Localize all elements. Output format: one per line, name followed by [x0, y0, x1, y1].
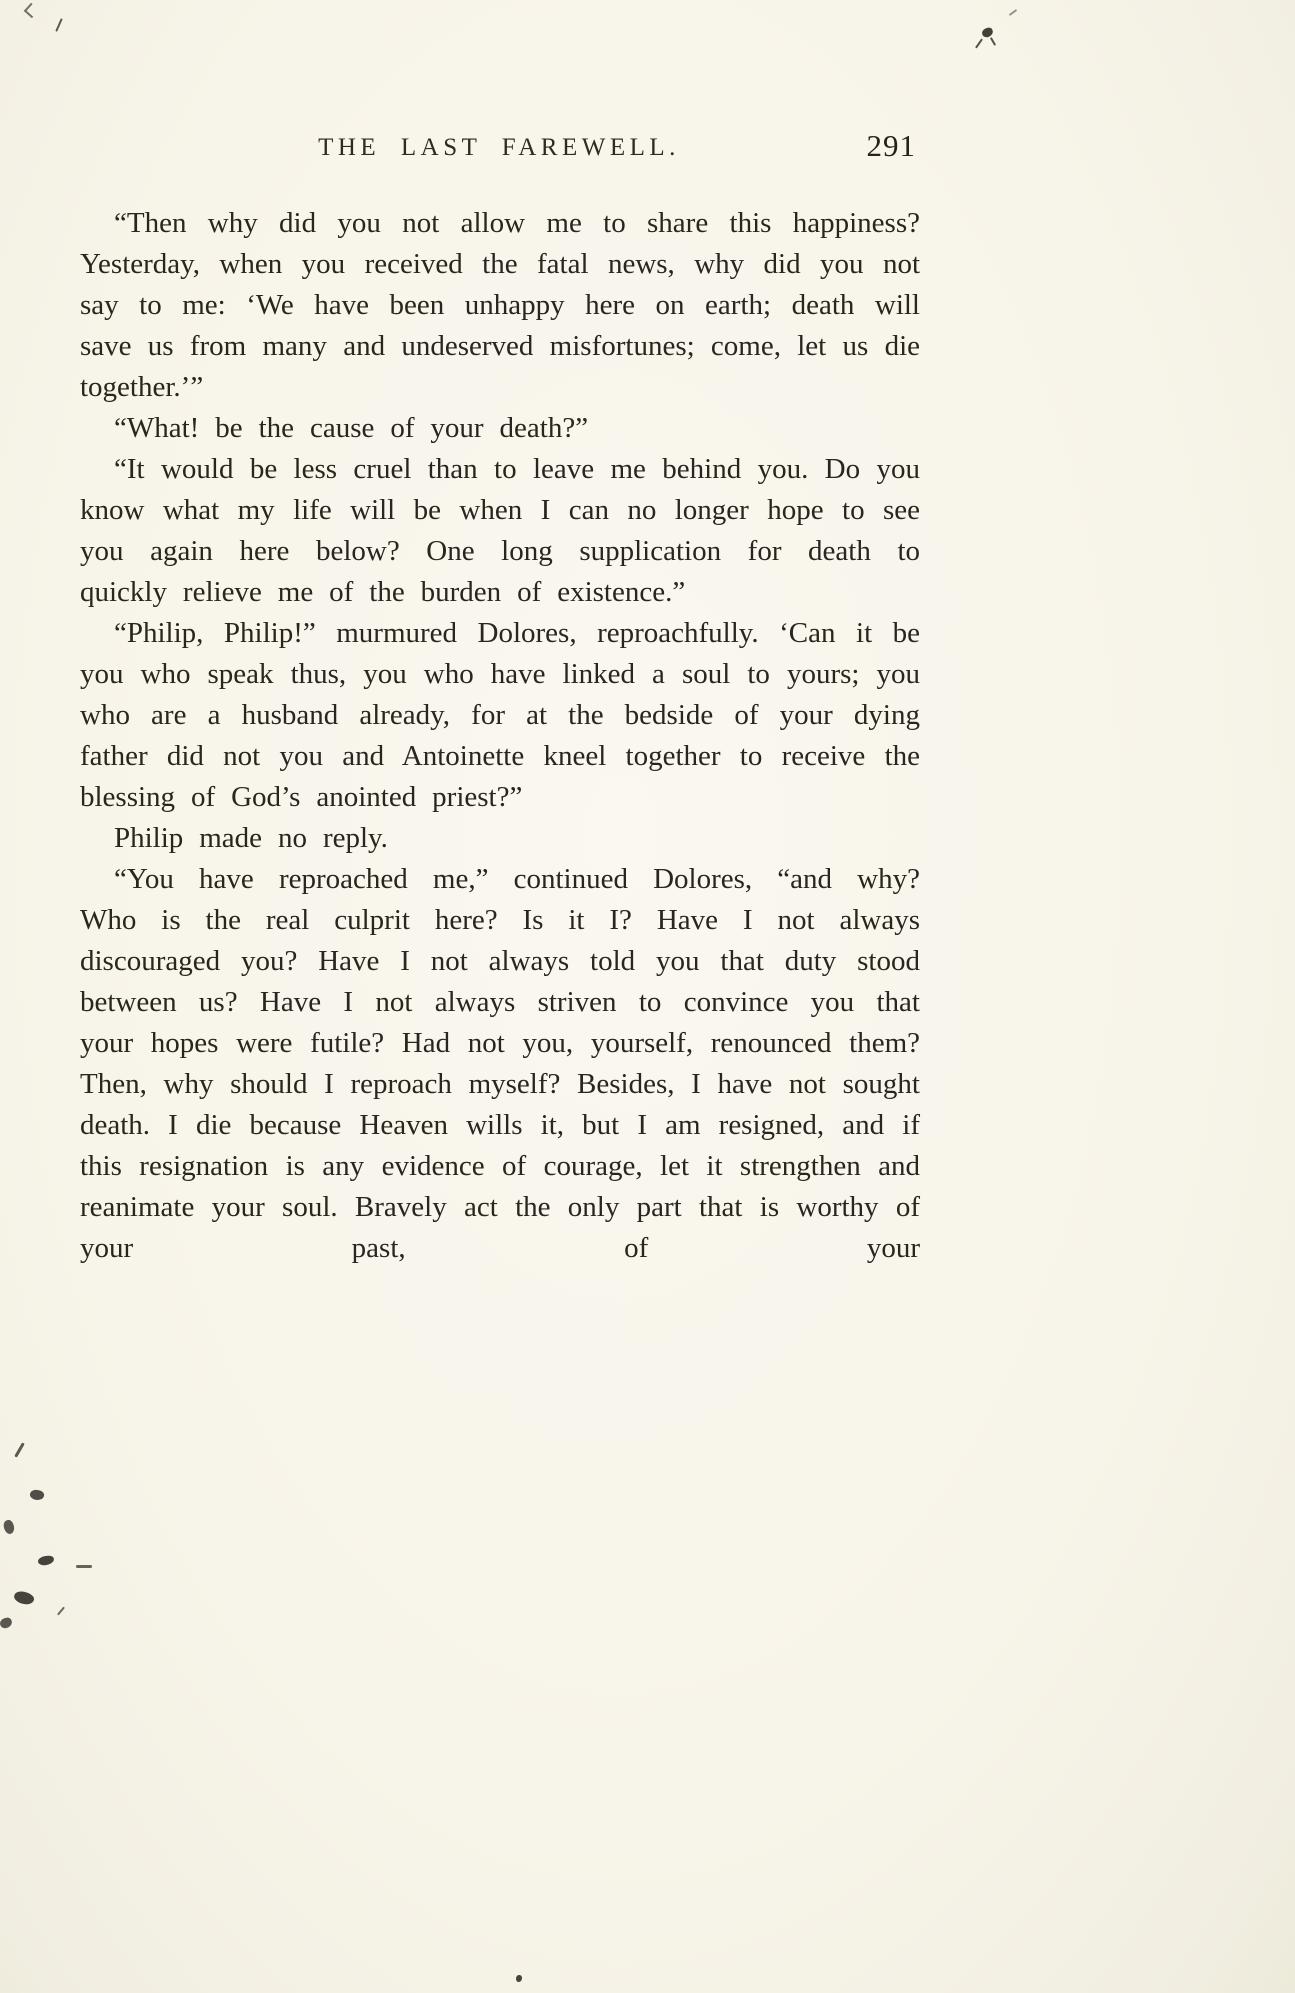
ink-smudge-icon	[29, 1489, 45, 1502]
ink-dot-bottom-center-icon	[516, 1975, 522, 1982]
page-number: 291	[866, 128, 916, 163]
running-title: THE LAST FAREWELL.	[318, 134, 680, 161]
ink-smudge-icon	[2, 1519, 16, 1536]
ink-smudge-icon	[14, 1442, 25, 1457]
stray-slash-top-left-icon	[55, 18, 63, 32]
ink-blot-tail-icon	[975, 38, 983, 48]
paragraph: “Philip, Philip!” murmured Dolores, reproachfully. ‘Can it be you who speak thus, you who have linked a soul to yours; you who are a husband already, for at the bedside of your dying father did not you and Antoinette kneel together to receive the blessing of God’s anointed priest?”	[80, 617, 920, 813]
ink-smudge-icon	[13, 1589, 36, 1607]
paragraph: “What! be the cause of your death?”	[114, 412, 589, 444]
corner-mark-top-left-icon	[24, 3, 40, 19]
ink-smudge-icon	[0, 1617, 13, 1630]
ink-blot-top-right-icon	[981, 27, 994, 39]
ink-dash-icon	[76, 1565, 92, 1568]
paragraph: “Then why did you not allow me to share this happiness? Yesterday, when you received the fatal news, why did you not say to me: ‘We have been unhappy here on earth; death will save us from many and undeserved misfortunes; come, let us die together.’”	[80, 207, 920, 403]
ink-blot-tail-icon	[990, 37, 996, 46]
ink-tick-icon	[57, 1607, 65, 1616]
page-paragraphs	[80, 203, 920, 1269]
paragraph: “It would be less cruel than to leave me behind you. Do you know what my life will be when I can no longer hope to see you again here below? One long supplication for death to quickly relieve me of the burden of existence.”	[80, 453, 920, 608]
paragraph: “You have reproached me,” continued Dolores, “and why? Who is the real culprit here? Is it I? Have I not always discouraged you? Have I not always told you that duty stood between us? Have I not always striven to convince you that your hopes were futile? Had not you, yourself, renounced them? Then, why should I reproach myself? Besides, I have not sought death. I die because Heaven wills it, but I am resigned, and if this resignation is any evidence of courage, let it strengthen and reanimate your soul. Bravely act the only part that is worthy of your past, of your	[80, 863, 920, 1264]
ink-tick-top-right-icon	[1009, 9, 1018, 16]
page-header	[80, 128, 918, 174]
ink-smudge-icon	[37, 1555, 54, 1566]
paragraph: Philip made no reply.	[114, 822, 388, 854]
